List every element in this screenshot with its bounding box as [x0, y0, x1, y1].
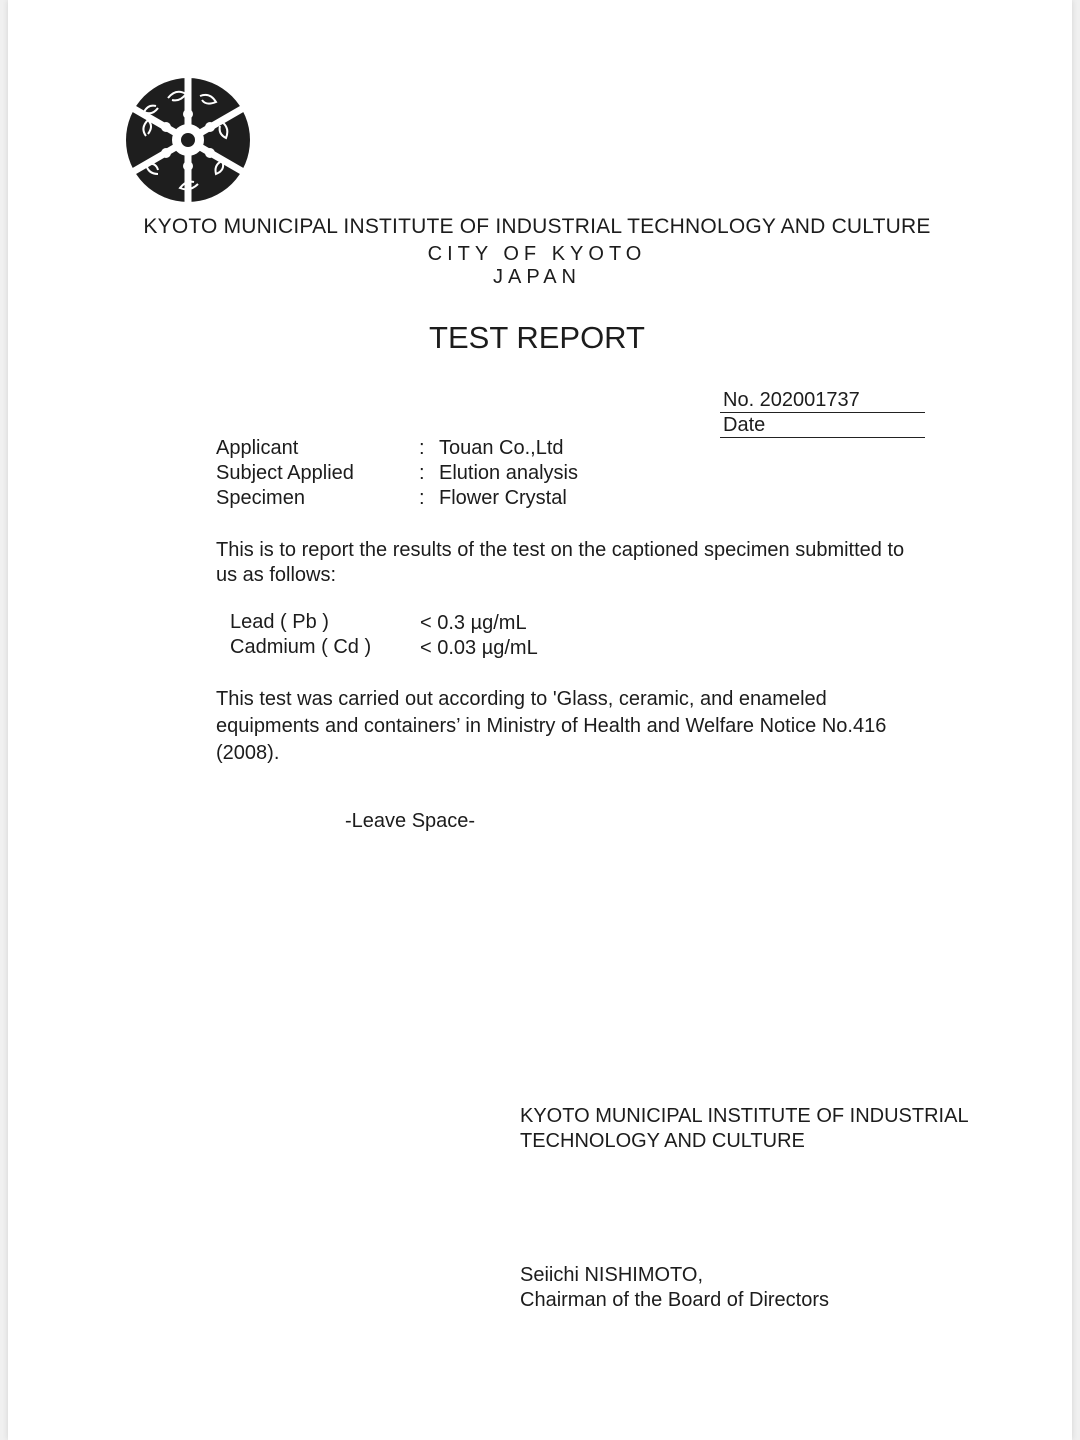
specimen-value: Flower Crystal — [439, 487, 567, 509]
result-lead-value: < 0.3 µg/mL — [420, 612, 527, 634]
applicant-value: Touan Co.,Ltd — [439, 437, 564, 459]
signatory-title: Chairman of the Board of Directors — [520, 1289, 830, 1311]
applicant-colon: : — [419, 437, 425, 459]
report-date-label: Date — [720, 413, 925, 438]
specimen-label: Specimen — [216, 487, 305, 509]
signatory-name: Seiichi NISHIMOTO, — [520, 1264, 703, 1286]
signature-institute: KYOTO MUNICIPAL INSTITUTE OF INDUSTRIAL TECHNOLOGY AND CULTURE — [520, 1105, 968, 1152]
applicant-label: Applicant — [216, 437, 299, 459]
result-cadmium-name: Cadmium ( Cd ) — [230, 636, 372, 658]
institute-title: KYOTO MUNICIPAL INSTITUTE OF INDUSTRIAL TECHNOLOGY AND CULTURE — [143, 215, 931, 238]
report-title: TEST REPORT — [429, 320, 645, 355]
specimen-colon: : — [419, 487, 425, 509]
intro-paragraph: This is to report the results of the test on the captioned specimen submitted to us as follows: — [216, 539, 905, 586]
country-line: JAPAN — [493, 266, 581, 288]
subject-value: Elution analysis — [439, 462, 578, 484]
result-cadmium-value: < 0.03 µg/mL — [420, 637, 538, 659]
result-lead-name: Lead ( Pb ) — [230, 611, 329, 633]
kyoto-city-emblem-icon — [118, 70, 258, 210]
leave-space-note: -Leave Space- — [345, 810, 476, 832]
subject-label: Subject Applied — [216, 462, 354, 484]
method-paragraph: This test was carried out according to 'Glass, ceramic, and enameled equipments and containers’ in Ministry of Health and Welfare Notice No.416 (2008). — [216, 688, 887, 764]
subject-colon: : — [419, 462, 425, 484]
report-number: No. 202001737 — [720, 388, 925, 413]
city-line: CITY OF KYOTO — [427, 243, 647, 265]
